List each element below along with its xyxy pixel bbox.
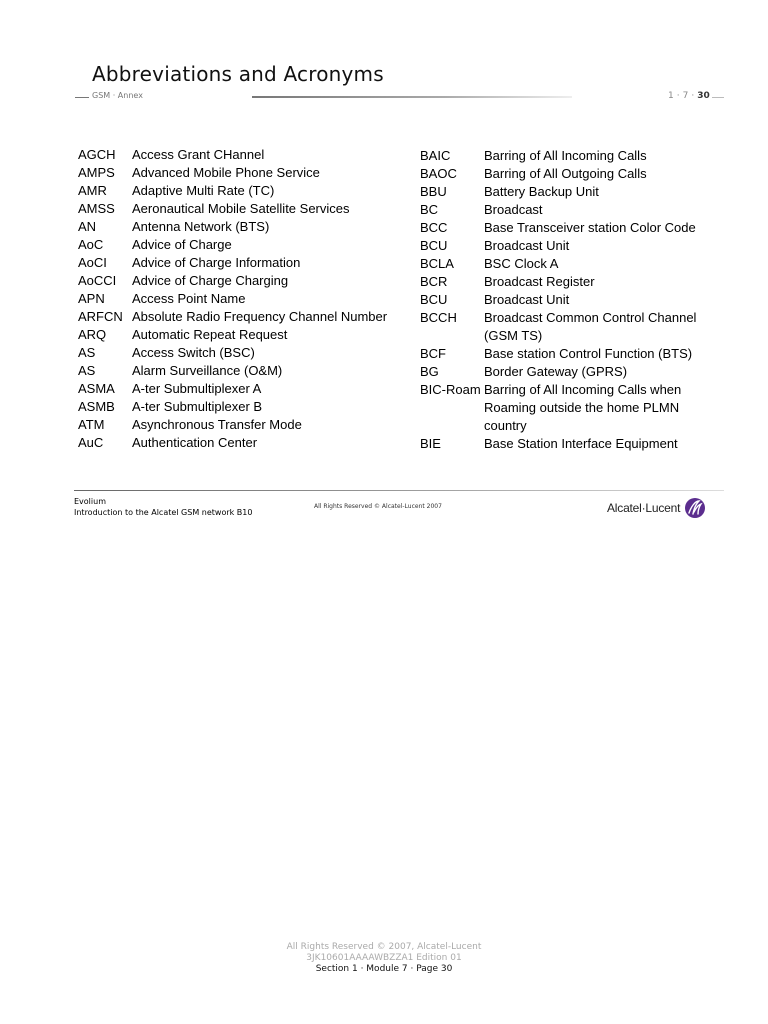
abbreviation-row xyxy=(420,147,720,165)
abbreviation-definition: Advice of Charge Information xyxy=(132,255,301,270)
abbreviation-row xyxy=(420,237,720,255)
abbreviation-term: AoC xyxy=(78,237,104,252)
abbreviation-term: BBU xyxy=(420,184,447,199)
abbreviation-term: AMSS xyxy=(78,201,115,216)
page-title: Abbreviations and Acronyms xyxy=(92,62,384,86)
abbreviation-term: ASMA xyxy=(78,381,115,396)
abbreviation-definition: Adaptive Multi Rate (TC) xyxy=(132,183,275,198)
abbreviation-definition: Antenna Network (BTS) xyxy=(132,219,270,234)
abbreviation-term: AoCCI xyxy=(78,273,117,288)
abbreviation-term: ARFCN xyxy=(78,309,123,324)
abbreviation-term: AS xyxy=(78,345,96,360)
abbreviation-definition: A-ter Submultiplexer A xyxy=(132,381,262,396)
page-ref-page: 30 xyxy=(697,91,710,101)
abbreviation-definition: Access Point Name xyxy=(132,291,246,306)
abbreviation-term: AMR xyxy=(78,183,107,198)
page-ref-module: 7 xyxy=(682,91,689,101)
abbreviation-definition: Access Grant CHannel xyxy=(132,147,265,162)
alcatel-lucent-swirl-icon xyxy=(684,497,706,519)
abbreviation-term: ARQ xyxy=(78,327,107,342)
abbreviation-definition: Access Switch (BSC) xyxy=(132,345,255,360)
abbreviation-row xyxy=(78,344,408,362)
abbreviation-definition: Battery Backup Unit xyxy=(484,184,599,199)
abbreviation-term: AGCH xyxy=(78,147,116,162)
abbreviation-term: AMPS xyxy=(78,165,115,180)
abbreviation-term: BG xyxy=(420,364,439,379)
abbreviation-row xyxy=(420,255,720,273)
abbreviation-term: AN xyxy=(78,219,97,234)
abbreviation-row xyxy=(78,416,408,434)
logo-text: Alcatel·Lucent xyxy=(607,501,681,515)
abbreviation-term: ASMB xyxy=(78,399,115,414)
abbreviation-row xyxy=(420,165,720,183)
abbreviation-definition: A-ter Submultiplexer B xyxy=(132,399,263,414)
abbreviation-term: BAOC xyxy=(420,166,457,181)
abbreviation-row xyxy=(78,200,408,218)
bottom-footer-rights: All Rights Reserved © 2007, Alcatel-Lucent xyxy=(286,942,482,952)
abbreviation-term: BIC-Roam xyxy=(420,382,481,397)
footer-course-info xyxy=(74,496,252,518)
abbreviation-row xyxy=(420,363,720,381)
abbreviation-term: BCU xyxy=(420,292,448,307)
abbreviation-definition: BSC Clock A xyxy=(484,256,559,271)
abbreviation-row xyxy=(78,146,408,164)
header-line-left xyxy=(75,97,89,98)
abbreviation-term: BCC xyxy=(420,220,448,235)
header-rule xyxy=(252,96,572,98)
abbreviation-row xyxy=(420,345,720,363)
abbreviation-row xyxy=(78,254,408,272)
header-line-right xyxy=(712,97,724,98)
abbreviation-definition: Base station Control Function (BTS) xyxy=(484,346,693,361)
abbreviation-definition: Advice of Charge Charging xyxy=(132,273,289,288)
abbreviation-definition: Authentication Center xyxy=(132,435,258,450)
abbreviation-definition: Barring of All Incoming Calls when Roaming outside the home PLMN country xyxy=(484,382,682,433)
abbreviation-row xyxy=(420,273,720,291)
abbreviation-definition: Automatic Repeat Request xyxy=(132,327,288,342)
abbreviation-definition: Aeronautical Mobile Satellite Services xyxy=(132,201,350,216)
abbreviation-term: BCF xyxy=(420,346,446,361)
abbreviation-row xyxy=(420,201,720,219)
abbreviation-term: AuC xyxy=(78,435,104,450)
abbreviation-definition: Broadcast Unit xyxy=(484,238,570,253)
abbreviation-term: BCR xyxy=(420,274,448,289)
footer-rule xyxy=(74,490,724,491)
abbreviation-row xyxy=(78,326,408,344)
abbreviation-term: BAIC xyxy=(420,148,451,163)
abbreviation-definition: Asynchronous Transfer Mode xyxy=(132,417,302,432)
breadcrumb: GSM · Annex xyxy=(92,91,143,100)
abbreviation-definition: Alarm Surveillance (O&M) xyxy=(132,363,283,378)
abbreviation-list-right xyxy=(420,147,720,453)
abbreviation-row xyxy=(78,434,408,452)
abbreviation-definition: Broadcast Register xyxy=(484,274,595,289)
abbreviation-row xyxy=(420,381,720,435)
abbreviation-term: BCLA xyxy=(420,256,454,271)
abbreviation-row xyxy=(78,362,408,380)
abbreviation-row xyxy=(78,218,408,236)
page-ref-section: 1 xyxy=(668,91,674,101)
abbreviation-row xyxy=(78,236,408,254)
abbreviation-row xyxy=(78,272,408,290)
page-reference: 1 · 7 · 30 xyxy=(668,91,710,101)
abbreviation-term: BCCH xyxy=(420,310,457,325)
abbreviation-definition: Broadcast Common Control Channel (GSM TS) xyxy=(484,310,697,343)
abbreviation-row xyxy=(78,308,408,326)
abbreviation-row xyxy=(420,183,720,201)
abbreviation-row xyxy=(78,398,408,416)
abbreviation-definition: Border Gateway (GPRS) xyxy=(484,364,628,379)
abbreviation-definition: Absolute Radio Frequency Channel Number xyxy=(132,309,388,324)
abbreviation-row xyxy=(78,290,408,308)
abbreviation-row xyxy=(420,309,720,345)
abbreviation-term: ATM xyxy=(78,417,105,432)
abbreviation-definition: Broadcast xyxy=(484,202,543,217)
footer-product: Evolium xyxy=(74,497,106,506)
abbreviation-definition: Broadcast Unit xyxy=(484,292,570,307)
abbreviation-definition: Base Transceiver station Color Code xyxy=(484,220,696,235)
abbreviation-row xyxy=(78,182,408,200)
footer-rights: All Rights Reserved © Alcatel-Lucent 2007 xyxy=(314,503,442,510)
abbreviation-row xyxy=(420,291,720,309)
abbreviation-definition: Barring of All Incoming Calls xyxy=(484,148,647,163)
abbreviation-term: BCU xyxy=(420,238,448,253)
abbreviation-term: BIE xyxy=(420,436,441,451)
abbreviation-term: AS xyxy=(78,363,96,378)
abbreviation-term: BC xyxy=(420,202,439,217)
abbreviation-row xyxy=(78,380,408,398)
abbreviation-definition: Barring of All Outgoing Calls xyxy=(484,166,647,181)
abbreviation-list-left xyxy=(78,146,408,452)
abbreviation-row xyxy=(420,219,720,237)
abbreviation-row xyxy=(420,435,720,453)
bottom-footer-location: Section 1 · Module 7 · Page 30 xyxy=(315,964,453,974)
abbreviation-definition: Advice of Charge xyxy=(132,237,232,252)
bottom-footer-docref: 3JK10601AAAAWBZZA1 Edition 01 xyxy=(306,953,462,963)
abbreviation-definition: Advanced Mobile Phone Service xyxy=(132,165,320,180)
abbreviation-term: APN xyxy=(78,291,105,306)
abbreviation-term: AoCI xyxy=(78,255,107,270)
abbreviation-definition: Base Station Interface Equipment xyxy=(484,436,678,451)
company-logo xyxy=(607,497,706,519)
abbreviation-row xyxy=(78,164,408,182)
footer-course: Introduction to the Alcatel GSM network B10 xyxy=(74,508,253,517)
